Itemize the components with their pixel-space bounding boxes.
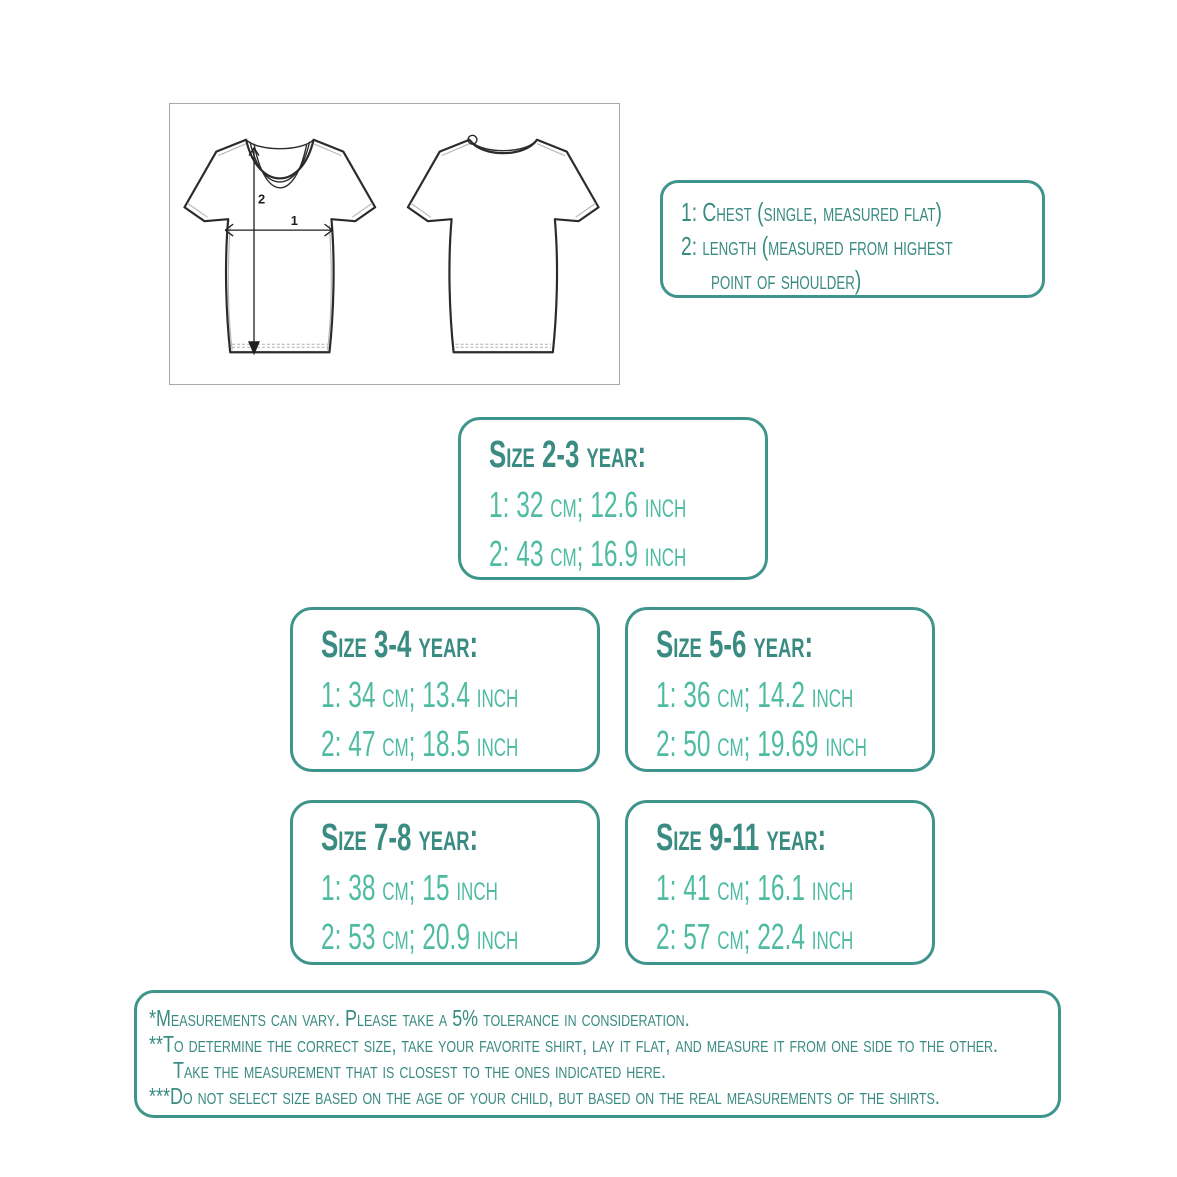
legend-line-3-text: point of shoulder) [711, 265, 862, 295]
legend-box [660, 180, 1045, 298]
chest-measurement: 1: 36 cm; 14.2 inch [656, 674, 854, 715]
size-title: Size 3-4 year: [321, 624, 479, 666]
size-box-3-4-year [290, 607, 600, 772]
size-box-9-11-year [625, 800, 935, 965]
tshirt-diagram-frame [169, 103, 620, 385]
length-measurement: 2: 43 cm; 16.9 inch [489, 533, 687, 574]
legend-line-2-text: 2: length (measured from highest [681, 231, 953, 261]
tshirt-back-outline [408, 140, 599, 352]
length-measurement: 2: 53 cm; 20.9 inch [321, 916, 519, 957]
size-box-5-6-year [625, 607, 935, 772]
tshirt-front-outline [185, 140, 376, 352]
legend-line-1 [681, 195, 1042, 229]
note-how-to-measure: **To determine the correct size, take your favorite shirt, lay it flat, and measure it from one side to the other. [149, 1031, 999, 1057]
size-title: Size 9-11 year: [656, 817, 827, 859]
length-measurement: 2: 50 cm; 19.69 inch [656, 723, 867, 764]
measure-label-chest: 1 [290, 213, 298, 229]
tshirt-front-back-drawing [170, 104, 619, 384]
chest-measurement: 1: 38 cm; 15 inch [321, 867, 498, 908]
note-select-by-measurement: ***Do not select size based on the age of your child, but based on the real measurements of the shirts. [149, 1083, 940, 1109]
size-title: Size 2-3 year: [489, 434, 647, 476]
chest-measurement: 1: 34 cm; 13.4 inch [321, 674, 519, 715]
size-title: Size 5-6 year: [656, 624, 814, 666]
size-title: Size 7-8 year: [321, 817, 479, 859]
length-measurement: 2: 47 cm; 18.5 inch [321, 723, 519, 764]
length-measurement: 2: 57 cm; 22.4 inch [656, 916, 854, 957]
measure-label-length: 2 [257, 191, 266, 207]
legend-line-3 [681, 263, 1042, 297]
chest-measurement: 1: 41 cm; 16.1 inch [656, 867, 854, 908]
chest-measurement: 1: 32 cm; 12.6 inch [489, 484, 687, 525]
legend-line-2 [681, 229, 1042, 263]
note-tolerance: *Measurements can vary. Please take a 5% tolerance in consideration. [149, 1005, 690, 1031]
legend-line-1-text: 1: Chest (single, measured flat) [681, 197, 942, 227]
notes-box [134, 990, 1061, 1118]
note-how-to-measure-cont: Take the measurement that is closest to the ones indicated here. [173, 1057, 666, 1083]
size-box-7-8-year [290, 800, 600, 965]
size-box-2-3-year [458, 417, 768, 580]
